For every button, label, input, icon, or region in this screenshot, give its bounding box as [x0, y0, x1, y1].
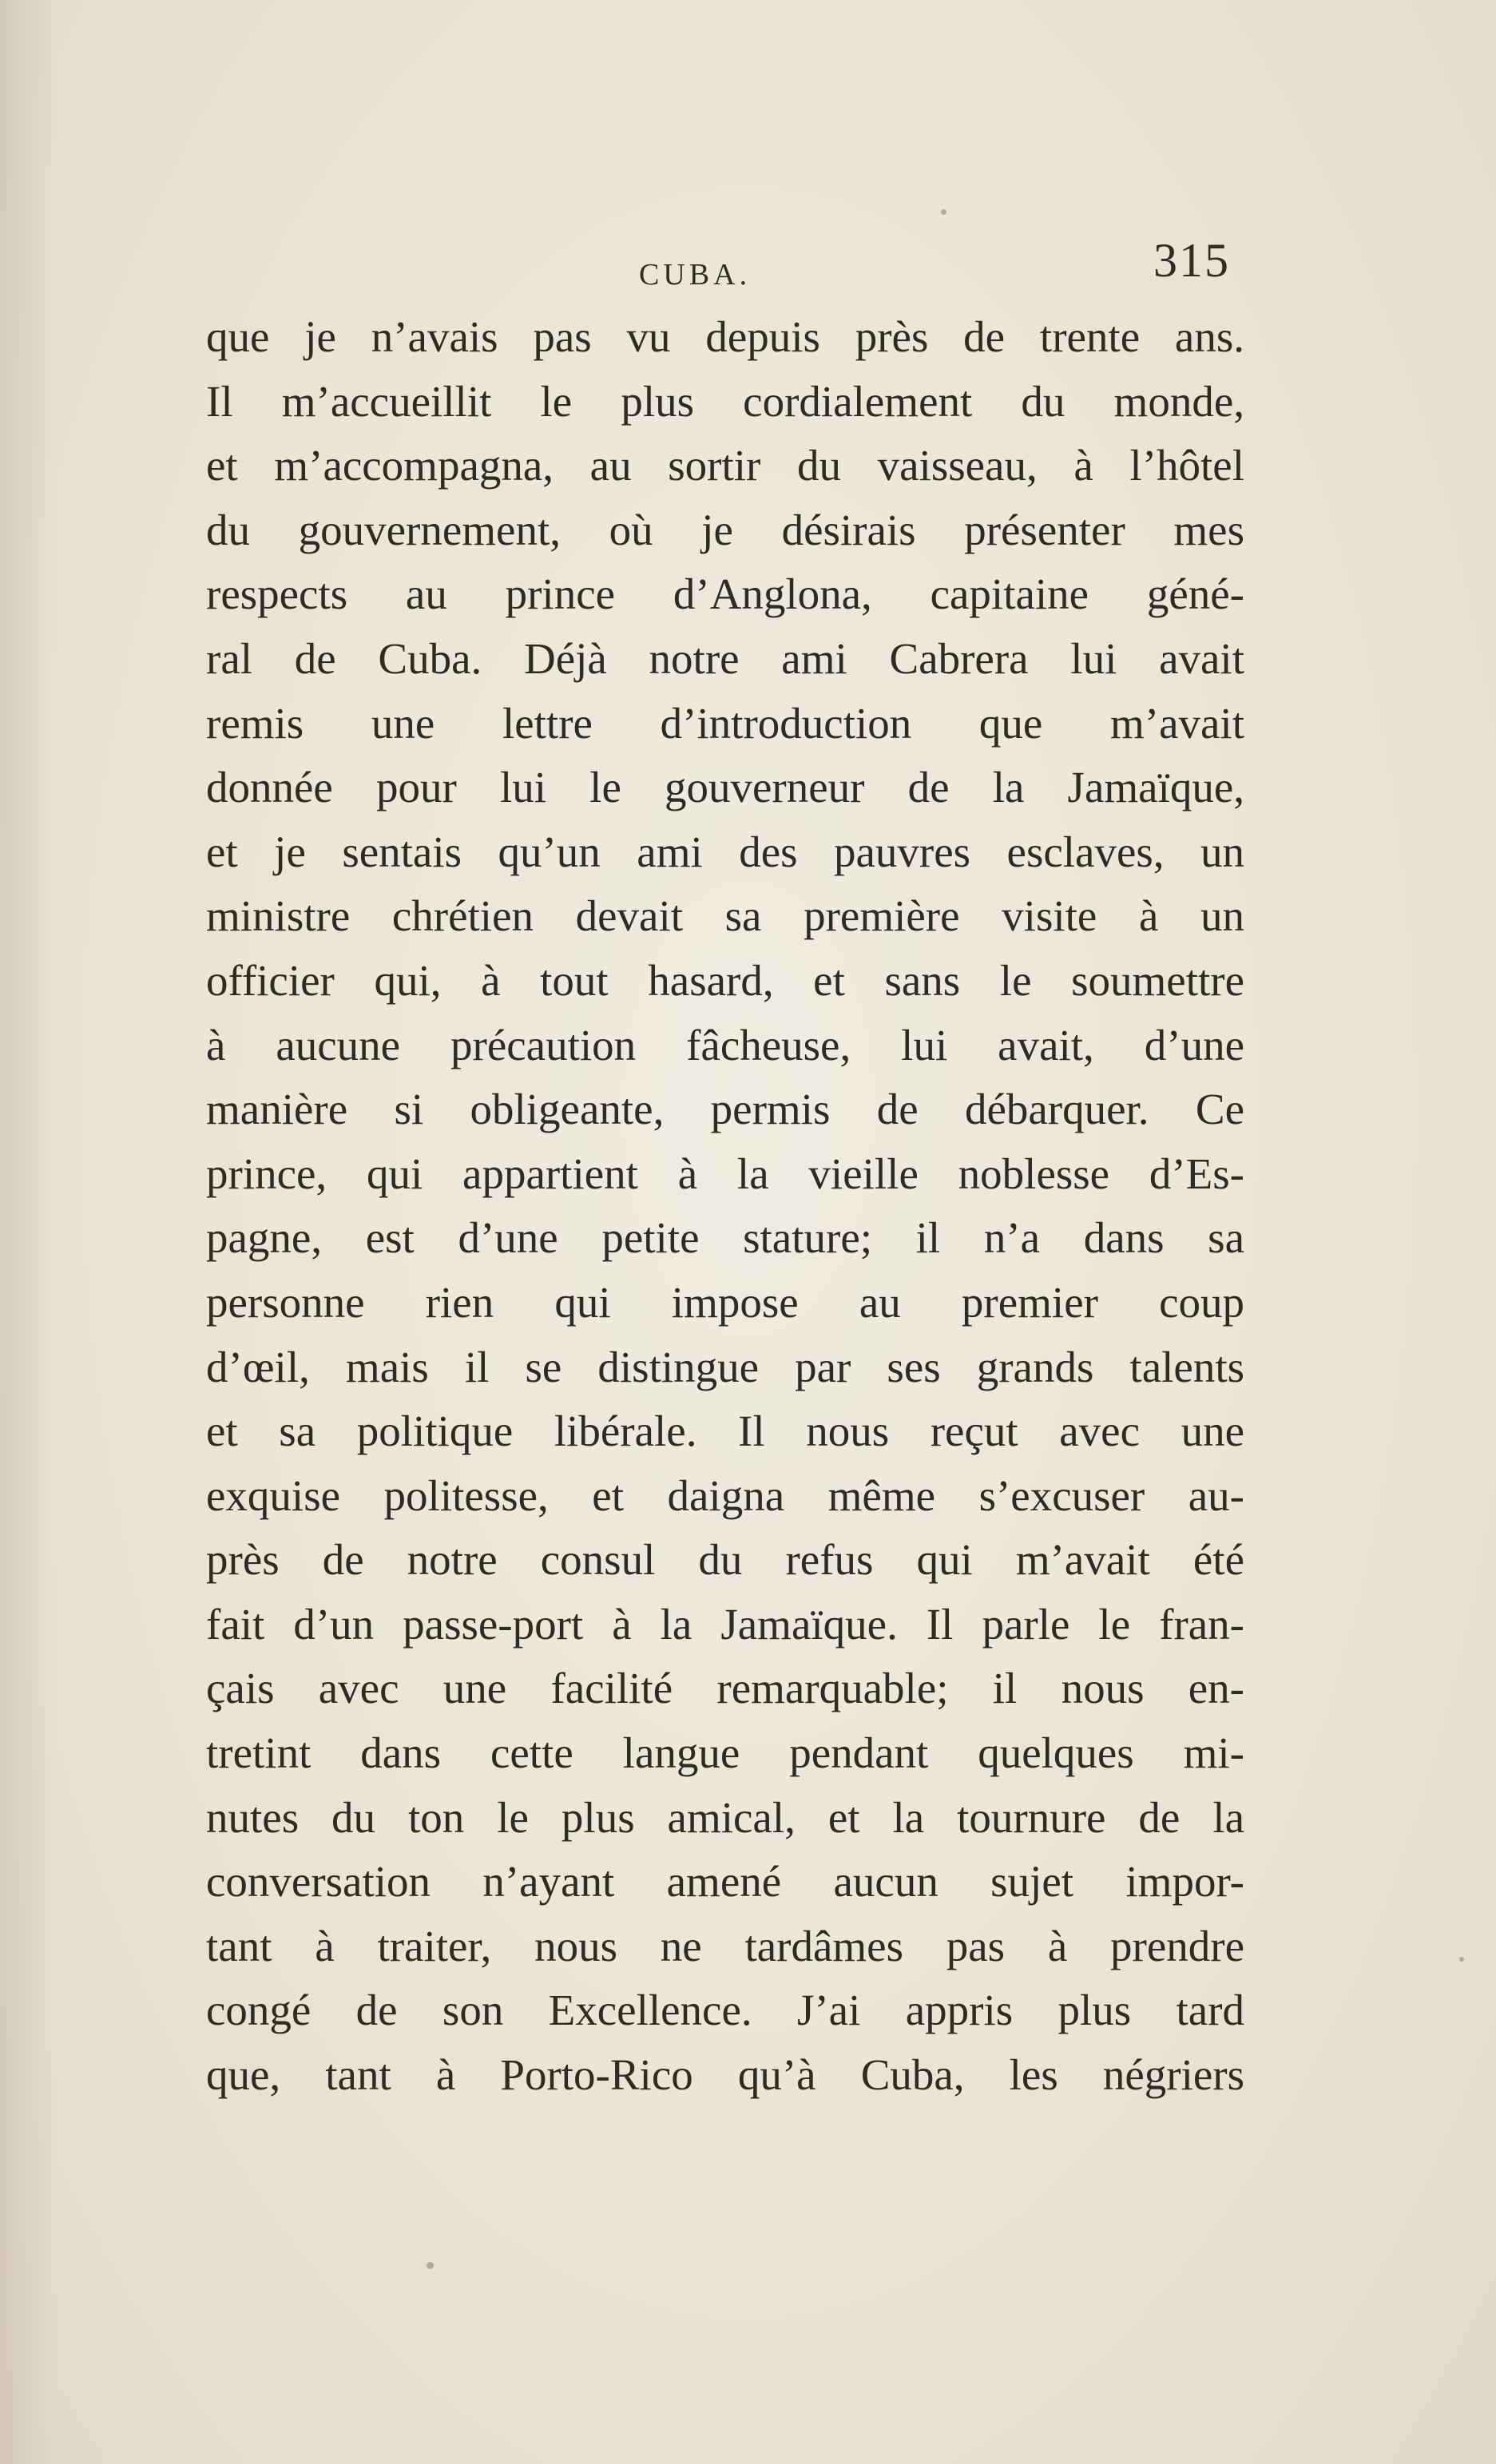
- text-line: personne rien qui impose au premier coup: [206, 1277, 1244, 1327]
- text-line: congé de son Excellence. J’ai appris plus tard: [206, 1986, 1244, 2035]
- paper-speck: [941, 209, 946, 215]
- page-gutter-shadow: [0, 0, 56, 2464]
- text-line: que, tant à Porto-Rico qu’à Cuba, les négriers: [206, 2050, 1244, 2100]
- text-line: d’œil, mais il se distingue par ses grands talents: [206, 1342, 1244, 1391]
- text-line: Il m’accueillit le plus cordialement du monde,: [206, 376, 1244, 426]
- text-line: du gouvernement, où je désirais présenter mes: [206, 505, 1244, 554]
- text-line: ral de Cuba. Déjà notre ami Cabrera lui avait: [206, 633, 1244, 683]
- text-line: tant à traiter, nous ne tardâmes pas à prendre: [206, 1921, 1244, 1970]
- text-line: çais avec une facilité remarquable; il nous en-: [206, 1664, 1244, 1713]
- text-line: fait d’un passe-port à la Jamaïque. Il parle le fran-: [206, 1599, 1244, 1649]
- text-line: officier qui, à tout hasard, et sans le soumettre: [206, 955, 1244, 1005]
- text-line: conversation n’ayant amené aucun sujet impor-: [206, 1857, 1244, 1907]
- running-head: [192, 225, 1230, 297]
- text-line: à aucune précaution fâcheuse, lui avait, d’une: [206, 1020, 1244, 1069]
- text-line: donnée pour lui le gouverneur de la Jamaïque,: [206, 763, 1244, 812]
- paper-speck: [427, 2262, 434, 2269]
- text-line: et je sentais qu’un ami des pauvres esclaves, un: [206, 827, 1244, 876]
- text-line: tretint dans cette langue pendant quelques mi-: [206, 1728, 1244, 1778]
- text-line: que je n’avais pas vu depuis près de trente ans.: [206, 312, 1244, 361]
- text-line: remis une lettre d’introduction que m’avait: [206, 698, 1244, 748]
- text-line: et m’accompagna, au sortir du vaisseau, à l’hôtel: [206, 441, 1244, 490]
- text-line: prince, qui appartient à la vieille noblesse d’Es-: [206, 1149, 1244, 1198]
- body-text: [206, 305, 1244, 2108]
- text-line: manière si obligeante, permis de débarquer. Ce: [206, 1085, 1244, 1134]
- text-line: et sa politique libérale. Il nous reçut avec une: [206, 1407, 1244, 1456]
- text-line: pagne, est d’une petite stature; il n’a dans sa: [206, 1213, 1244, 1263]
- text-line: exquise politesse, et daigna même s’excuser au-: [206, 1470, 1244, 1520]
- running-title: CUBA.: [639, 258, 752, 292]
- text-line: ministre chrétien devait sa première visite à un: [206, 891, 1244, 941]
- text-line: nutes du ton le plus amical, et la tournure de la: [206, 1792, 1244, 1842]
- text-line: respects au prince d’Anglona, capitaine géné-: [206, 569, 1244, 619]
- paper-speck: [1459, 1957, 1464, 1962]
- page-number: 315: [1153, 234, 1230, 287]
- text-line: près de notre consul du refus qui m’avait été: [206, 1535, 1244, 1585]
